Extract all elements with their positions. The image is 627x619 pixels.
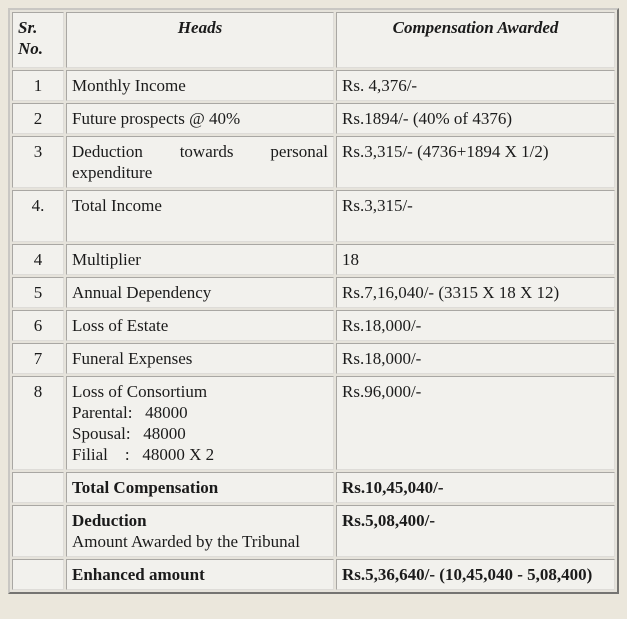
head-cell <box>66 559 334 590</box>
head-label: Monthly Income <box>72 76 186 95</box>
compensation-cell: Rs.1894/- (40% of 4376) <box>336 103 615 134</box>
head-cell <box>66 103 334 134</box>
head-label: Total Income <box>72 196 162 215</box>
compensation-cell: Rs.3,315/- (4736+1894 X 1/2) <box>336 136 615 188</box>
table-row <box>12 244 615 275</box>
sr-no-cell <box>12 472 64 503</box>
sr-no-cell: 4 <box>12 244 64 275</box>
head-label: Total Compensation <box>72 478 219 497</box>
head-label: Annual Dependency <box>72 283 212 302</box>
head-label: Loss of Estate <box>72 316 169 335</box>
sr-no-cell: 8 <box>12 376 64 470</box>
head-detail-line: Parental: 48000 <box>72 403 188 422</box>
head-label: Funeral Expenses <box>72 349 193 368</box>
compensation-table <box>8 8 619 594</box>
compensation-cell: Rs.18,000/- <box>336 310 615 341</box>
head-cell <box>66 70 334 101</box>
compensation-cell: Rs.3,315/- <box>336 190 615 242</box>
sr-no-cell: 6 <box>12 310 64 341</box>
table-row <box>12 136 615 188</box>
compensation-cell: Rs.5,36,640/- (10,45,040 - 5,08,400) <box>336 559 615 590</box>
head-cell <box>66 277 334 308</box>
table-header <box>12 12 615 68</box>
compensation-cell: 18 <box>336 244 615 275</box>
head-label: Enhanced amount <box>72 565 205 584</box>
table-row <box>12 103 615 134</box>
table-row <box>12 559 615 590</box>
head-cell <box>66 310 334 341</box>
compensation-cell: Rs.7,16,040/- (3315 X 18 X 12) <box>336 277 615 308</box>
header-row <box>12 12 615 68</box>
sr-no-cell: 7 <box>12 343 64 374</box>
head-cell <box>66 136 334 188</box>
compensation-cell: Rs.10,45,040/- <box>336 472 615 503</box>
sr-no-cell: 3 <box>12 136 64 188</box>
head-cell <box>66 505 334 557</box>
head-cell <box>66 343 334 374</box>
sr-no-cell: 1 <box>12 70 64 101</box>
head-cell <box>66 472 334 503</box>
head-label: Deduction <box>72 511 147 530</box>
sr-no-cell: 2 <box>12 103 64 134</box>
head-label: Multiplier <box>72 250 141 269</box>
sr-no-cell: 5 <box>12 277 64 308</box>
compensation-cell: Rs.5,08,400/- <box>336 505 615 557</box>
compensation-cell: Rs.96,000/- <box>336 376 615 470</box>
sr-no-cell <box>12 559 64 590</box>
head-label: Deduction towards personal expenditure <box>72 142 328 182</box>
table-row <box>12 376 615 470</box>
table-row <box>12 70 615 101</box>
header-heads: Heads <box>66 12 334 68</box>
head-cell <box>66 376 334 470</box>
table-row <box>12 505 615 557</box>
head-cell <box>66 190 334 242</box>
head-label: Loss of Consortium <box>72 382 208 401</box>
head-cell <box>66 244 334 275</box>
sr-no-cell <box>12 505 64 557</box>
header-compensation-awarded: Compensation Awarded <box>336 12 615 68</box>
compensation-cell: Rs.18,000/- <box>336 343 615 374</box>
table-row <box>12 310 615 341</box>
table-body <box>12 70 615 590</box>
head-subtext: Amount Awarded by the Tribunal <box>72 532 300 551</box>
compensation-cell: Rs. 4,376/- <box>336 70 615 101</box>
head-detail-line: Spousal: 48000 <box>72 424 186 443</box>
header-sr-no: Sr. No. <box>12 12 64 68</box>
sr-no-cell: 4. <box>12 190 64 242</box>
table-row <box>12 190 615 242</box>
table-row <box>12 472 615 503</box>
head-label: Future prospects @ 40% <box>72 109 241 128</box>
head-detail-line: Filial : 48000 X 2 <box>72 445 215 464</box>
table-row <box>12 277 615 308</box>
table-row <box>12 343 615 374</box>
